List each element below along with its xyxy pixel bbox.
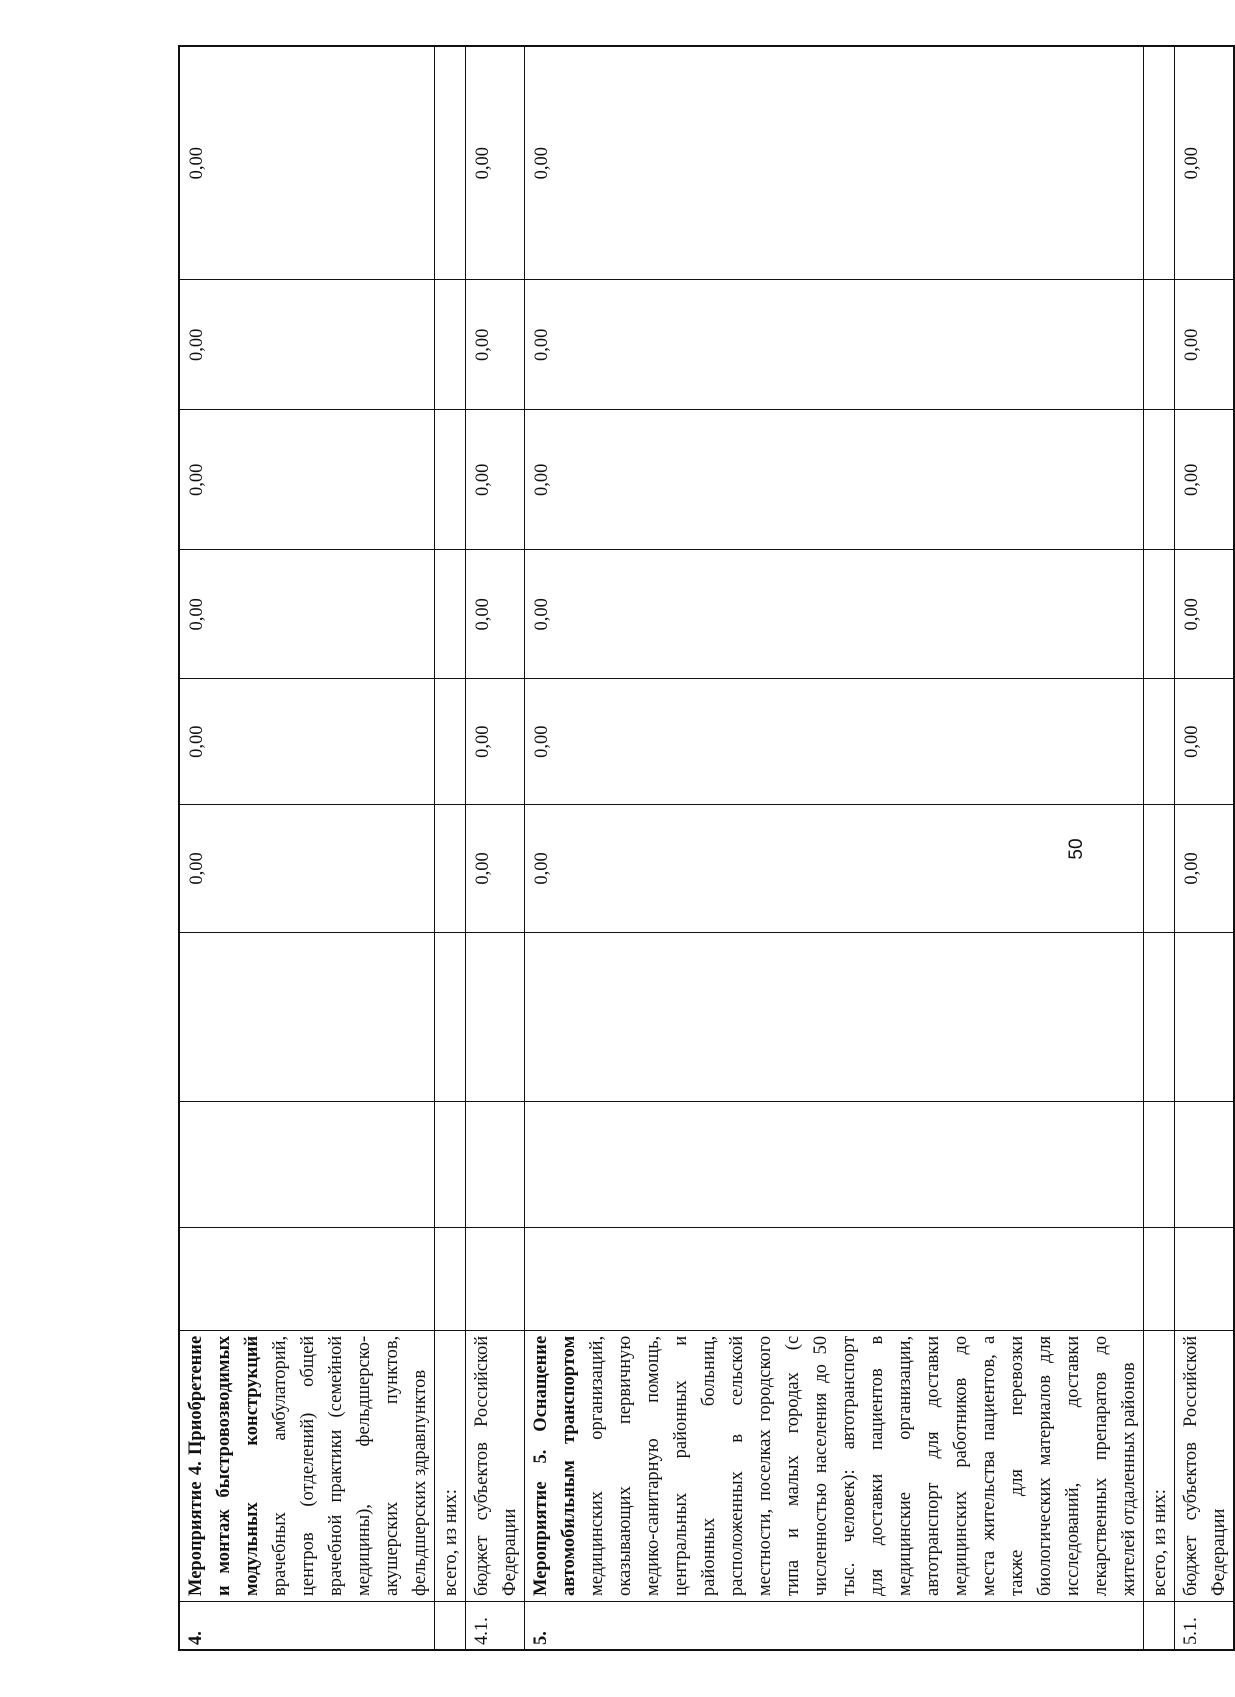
value-cell [1144,1101,1175,1228]
value-cell [179,1228,435,1331]
measure-text: врачебных амбулаторий, центров (отделений) общей врачебной практики (семейной медицины), фельдшерско-акушерских пунктов, фельдшерских здравпунктов [270,1335,430,1596]
value-cell: 0,00 [466,550,525,679]
value-cell [1144,679,1175,805]
value-cell [1175,1101,1235,1228]
value-cell [435,1101,466,1228]
table-row [525,46,1144,1650]
value-cell [1144,805,1175,933]
value-cell: 0,00 [525,410,1144,550]
value-cell [1144,410,1175,550]
value-cell: 0,00 [1175,679,1235,805]
value-cell [435,1228,466,1331]
row-description: всего, из них: [1144,1330,1175,1601]
row-description: бюджет субъектов Российской Федерации [466,1330,525,1601]
table-row [1144,46,1175,1650]
value-cell: 0,00 [466,805,525,933]
value-cell: 0,00 [1175,805,1235,933]
value-cell [525,932,1144,1101]
measure-text: медицинских организаций, оказывающих первичную медико-санитарную помощь, центральных районных и районных больниц, расположенных в сельской местности, поселках городского типа и малых городах (с численностью населения до 50 тыс. человек): автотранспорт для доставки пациентов в медицинские организации, автотранспорт для доставки медицинских работников до места жительства пациентов, а также для перевозки биологических материалов для исследований, доставки лекарственных препаратов до жителей отдаленных районов [587,1335,1139,1596]
table-row [179,46,435,1650]
value-cell: 0,00 [1175,550,1235,679]
value-cell [435,550,466,679]
value-cell: 0,00 [179,410,435,550]
value-cell [466,1101,525,1228]
value-cell [1144,280,1175,410]
value-cell: 0,00 [466,280,525,410]
value-cell: 0,00 [466,679,525,805]
value-cell [435,932,466,1101]
value-cell [525,1228,1144,1331]
value-cell [466,932,525,1101]
row-index: 4. [179,1602,435,1651]
value-cell: 0,00 [525,679,1144,805]
value-cell: 0,00 [525,46,1144,280]
budget-table [178,45,1235,1651]
value-cell: 0,00 [179,46,435,280]
value-cell [435,805,466,933]
row-index [435,1602,466,1651]
table-row [435,46,466,1650]
value-cell [1144,46,1175,280]
value-cell [435,679,466,805]
value-cell [525,1101,1144,1228]
value-cell: 0,00 [525,280,1144,410]
value-cell: 0,00 [179,280,435,410]
value-cell [435,410,466,550]
row-description: бюджет субъектов Российской Федерации [1175,1330,1235,1601]
value-cell: 0,00 [179,679,435,805]
row-index [1144,1602,1175,1651]
value-cell: 0,00 [466,46,525,280]
table-row [466,46,525,1650]
value-cell: 0,00 [525,550,1144,679]
value-cell [435,280,466,410]
page-number: 50 [1066,838,1087,860]
row-index: 5.1. [1175,1602,1235,1651]
value-cell [179,932,435,1101]
value-cell: 0,00 [1175,46,1235,280]
measure-title: Мероприятие 4. Приобретение и монтаж быстровозводимых модульных конструкций [186,1335,262,1596]
row-index: 5. [525,1602,1144,1651]
value-cell: 0,00 [179,805,435,933]
value-cell [1144,1228,1175,1331]
value-cell [179,1101,435,1228]
value-cell [1144,932,1175,1101]
row-description: всего, из них: [435,1330,466,1601]
row-description [179,1330,435,1601]
value-cell: 0,00 [466,410,525,550]
value-cell [435,46,466,280]
value-cell: 0,00 [1175,280,1235,410]
value-cell: 0,00 [525,805,1144,933]
row-description [525,1330,1144,1601]
table-row [1175,46,1235,1650]
row-index: 4.1. [466,1602,525,1651]
value-cell: 0,00 [1175,410,1235,550]
value-cell: 0,00 [179,550,435,679]
measure-title: Мероприятие 5. Оснащение автомобильным транспортом [531,1335,579,1596]
value-cell [1144,550,1175,679]
value-cell [466,1228,525,1331]
value-cell [1175,932,1235,1101]
value-cell [1175,1228,1235,1331]
